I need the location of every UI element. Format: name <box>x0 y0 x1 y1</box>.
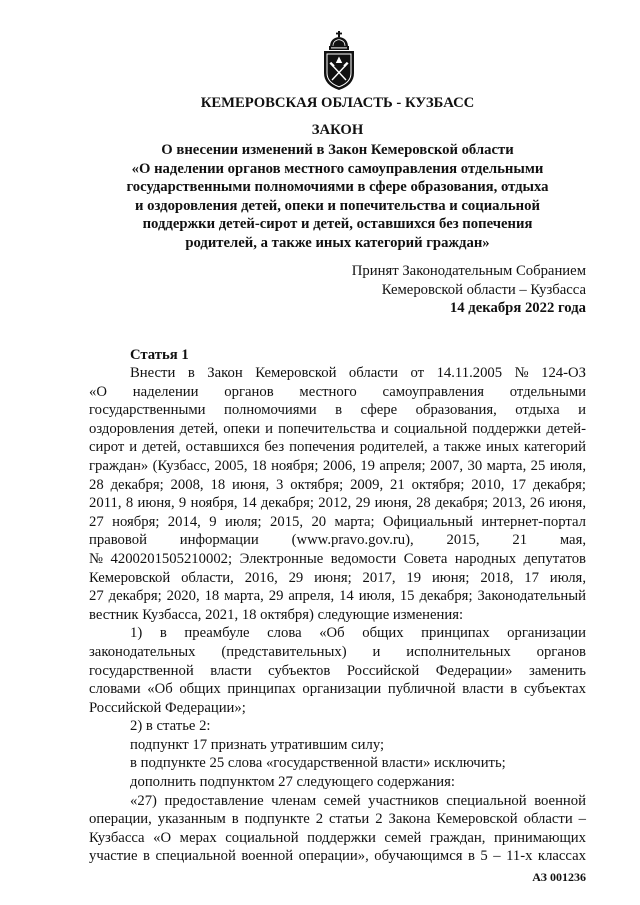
article-line <box>89 438 586 457</box>
adoption-line: Кемеровской области – Кузбасса <box>381 281 586 298</box>
article-line <box>89 736 586 755</box>
coat-of-arms-icon <box>321 31 357 91</box>
article-line-text: 27 ноября; 2014, 9 июля; 2015, 20 марта; Официальный интернет-портал <box>89 513 586 530</box>
article-line-text: «27) предоставление членам семей участников специальной военной <box>130 792 586 809</box>
article-line-text: 27 декабря; 2020, 18 марта, 29 апреля, 14 июля, 15 декабря; Законодательный <box>89 588 586 605</box>
article-line-text: Внести в Закон Кемеровской области от 14.11.2005 № 124-ОЗ <box>130 365 586 381</box>
article-line <box>89 829 586 848</box>
article-line <box>89 699 586 718</box>
article-line-text: «О наделении органов местного самоуправления отдельными <box>89 383 586 400</box>
article-line-text: № 4200201505210002; Электронные ведомости Совета народных депутатов <box>89 550 586 567</box>
law-title-line: поддержки детей-сирот и детей, оставшихся без попечения <box>142 216 533 233</box>
law-title-line: родителей, а также иных категорий граждан» <box>185 234 490 251</box>
article-line <box>89 587 586 606</box>
article-line-text: оздоровления детей, опеки и попечительства и социальной поддержки детей- <box>89 420 586 437</box>
form-serial-number: АЗ 001236 <box>532 870 586 884</box>
article-line-text: граждан» (Кузбасс, 2005, 18 ноября; 2006, 19 апреля; 2007, 30 марта, 25 июля, <box>89 457 586 474</box>
article-line <box>89 476 586 495</box>
article-line-text: правовой информации (www.pravo.gov.ru), 2015, 21 мая, <box>89 532 586 549</box>
article-line <box>89 643 586 662</box>
article-line <box>89 810 586 829</box>
article-line-text: вестник Кузбасса, 2021, 18 октября) следующие изменения: <box>89 606 464 623</box>
law-title-line: «О наделении органов местного самоуправления отдельными <box>131 160 544 177</box>
adoption-line: Принят Законодательным Собранием <box>351 263 586 279</box>
article-line <box>89 773 586 792</box>
article-line <box>89 550 586 569</box>
article-line <box>89 624 586 643</box>
article-line-text: дополнить подпунктом 27 следующего содержания: <box>130 774 456 791</box>
article-heading: Статья 1 <box>130 347 189 363</box>
law-title-line: и оздоровления детей, опеки и попечительства и социальной <box>135 197 540 214</box>
article-line <box>89 662 586 681</box>
article-line <box>89 457 586 476</box>
article-line-text: словами «Об общих принципах организации публичной власти в субъектах <box>89 681 586 698</box>
article-body <box>89 364 586 866</box>
article-line <box>89 606 586 625</box>
article-line <box>89 420 586 439</box>
article-line <box>89 717 586 736</box>
article-line-text: в подпункте 25 слова «государственной власти» исключить; <box>130 755 506 772</box>
article-line-text: Российской Федерации»; <box>89 699 246 716</box>
article-line-text: 2) в статье 2: <box>130 718 211 735</box>
law-title-line: О внесении изменений в Закон Кемеровской области <box>161 142 514 158</box>
article-line-text: операции, указанным в подпункте 2 статьи 2 Закона Кемеровской области – <box>89 811 586 828</box>
article-line <box>89 531 586 550</box>
article-line-text: законодательных (представительных) и исполнительных органов <box>89 643 586 660</box>
adoption-info <box>89 262 586 318</box>
law-title-line: государственными полномочиями в сфере образования, отдыха <box>126 179 549 196</box>
article-line-text: участие в специальной военной операции», обучающимся в 5 – 11-х классах <box>89 848 586 865</box>
article-line-text: 1) в преамбуле слова «Об общих принципах организации <box>130 625 586 642</box>
article-line <box>89 569 586 588</box>
article-line-text: Кемеровской области, 2016, 29 июня; 2017, 19 июня; 2018, 17 июля, <box>89 569 586 586</box>
article-line <box>89 754 586 773</box>
region-name: КЕМЕРОВСКАЯ ОБЛАСТЬ - КУЗБАСС <box>200 95 475 111</box>
article-line-text: подпункт 17 признать утратившим силу; <box>130 736 385 753</box>
article-line-text: государственной власти субъектов Российской Федерации» заменить <box>89 662 586 679</box>
article-line <box>89 513 586 532</box>
article-line <box>89 792 586 811</box>
article-line <box>89 680 586 699</box>
article-line-text: 2011, 8 июня, 9 ноября, 14 декабря; 2012, 29 июня, 28 декабря; 2013, 26 июня, <box>89 495 586 512</box>
article-line-text: сирот и детей, оставшихся без попечения родителей, а также иных категорий <box>89 439 586 456</box>
article-line-text: 28 декабря; 2008, 18 июня, 3 октября; 2009, 21 октября; 2010, 17 декабря; <box>89 476 586 493</box>
article-line <box>89 494 586 513</box>
article-line-text: государственными полномочиями в сфере образования, отдыха и <box>89 402 586 419</box>
adoption-date: 14 декабря 2022 года <box>449 300 586 317</box>
article-line <box>89 401 586 420</box>
article-line <box>89 847 586 866</box>
article-line <box>89 364 586 383</box>
article-line-text: Кузбасса «О мерах социальной поддержки семей граждан, принимающих <box>89 829 586 846</box>
article-line <box>89 383 586 402</box>
document-type: ЗАКОН <box>311 122 364 138</box>
law-title <box>89 141 586 253</box>
